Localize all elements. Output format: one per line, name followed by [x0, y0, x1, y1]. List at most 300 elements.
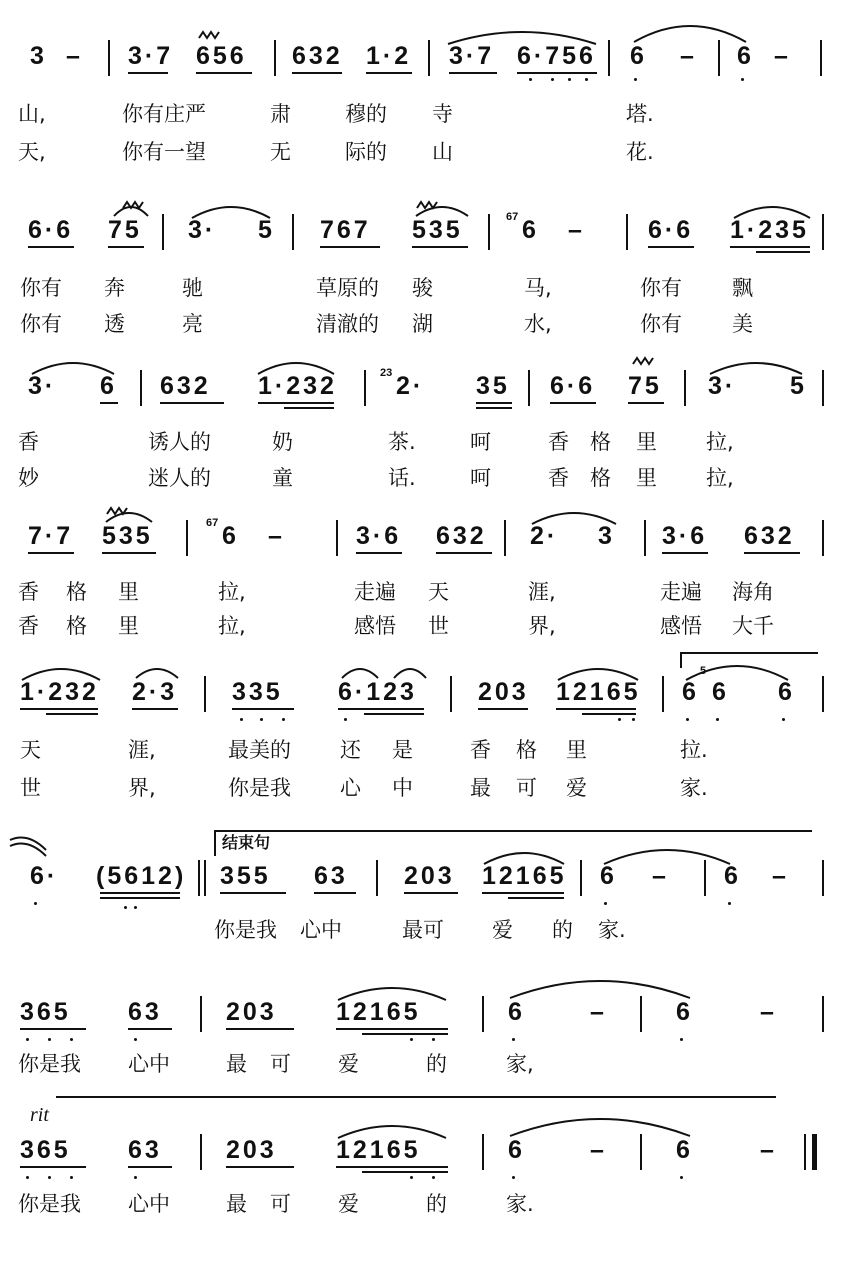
note-group: 1·2: [366, 42, 412, 70]
barline: [274, 40, 276, 76]
lyric: 花.: [626, 140, 654, 164]
barline: [488, 214, 490, 250]
note-group: 5: [790, 372, 807, 400]
barline: [644, 520, 646, 556]
underline: [20, 708, 98, 710]
underline: [132, 708, 178, 710]
lyric: 最: [470, 776, 491, 800]
lyric-line-2: [0, 610, 845, 640]
barline: [640, 1134, 642, 1170]
barline: [580, 860, 582, 896]
lyric: 茶.: [388, 430, 416, 454]
lyric: 拉,: [706, 430, 734, 454]
octave-dot: [512, 1176, 515, 1179]
note-group: 767: [320, 216, 371, 244]
note-group: –: [568, 216, 585, 244]
barline: [822, 996, 824, 1032]
curve-mark: [8, 834, 48, 858]
note-group: 63: [128, 1136, 162, 1164]
lyric: 奶: [272, 430, 293, 454]
note-group: 12165: [336, 1136, 421, 1164]
note-group: 3·: [28, 372, 57, 400]
lyric: 涯,: [128, 738, 156, 762]
note-group: 3: [30, 42, 47, 70]
underline: [478, 708, 528, 710]
lyric: 感悟: [354, 614, 396, 638]
lyric: 格: [590, 466, 611, 490]
slur: [530, 508, 618, 526]
octave-dot: [716, 718, 719, 721]
underline: [338, 708, 424, 710]
lyric: 海角: [732, 580, 774, 604]
lyric: 格: [516, 738, 537, 762]
slur: [482, 848, 566, 866]
lyric: 穆的: [345, 102, 387, 126]
lyric: 格: [66, 580, 87, 604]
lyric: 里: [118, 614, 139, 638]
barline: [292, 214, 294, 250]
note-group: 12165: [556, 678, 641, 706]
underline: [20, 1166, 86, 1168]
lyric: 世: [20, 776, 41, 800]
lyric: 草原的: [316, 276, 379, 300]
note-group: –: [652, 862, 669, 890]
underline: [582, 713, 636, 715]
mordent-sign: [632, 356, 654, 366]
note-group: 6: [778, 678, 795, 706]
lyric: 可: [270, 1192, 291, 1216]
slur: [340, 664, 380, 680]
underline: [220, 892, 286, 894]
octave-dot: [410, 1038, 413, 1041]
note-group: 365: [20, 998, 71, 1026]
note-group: 6: [676, 1136, 693, 1164]
lyric-line-2: [0, 462, 845, 492]
lyric: 香: [18, 430, 39, 454]
underline: [628, 402, 664, 404]
lyric: 涯,: [528, 580, 556, 604]
octave-dot: [568, 78, 571, 81]
mordent-sign: [416, 200, 438, 210]
mordent-sign: [106, 506, 128, 516]
underline: [108, 246, 144, 248]
lyric: 走遍: [354, 580, 396, 604]
octave-dot: [686, 718, 689, 721]
lyric: 还: [340, 738, 361, 762]
underline: [662, 552, 708, 554]
underline: [556, 708, 636, 710]
underline: [730, 246, 810, 248]
note-group: 2·3: [132, 678, 178, 706]
lyric: 心中: [128, 1192, 170, 1216]
underline: [102, 552, 156, 554]
underline: [517, 72, 597, 74]
octave-dot: [529, 78, 532, 81]
grace-notes: 23: [380, 367, 393, 379]
rit-extension-line: [56, 1096, 776, 1098]
lyric: 你有庄严: [122, 102, 206, 126]
underline: [648, 246, 694, 248]
lyric: 最: [226, 1052, 247, 1076]
lyric-line-1: [0, 98, 845, 128]
barline: [626, 214, 628, 250]
tie: [508, 974, 692, 1000]
barline: [204, 676, 206, 712]
underline: [160, 402, 224, 404]
lyric: 天: [428, 580, 449, 604]
note-group: 6: [508, 1136, 525, 1164]
lyric: 最美的: [228, 738, 291, 762]
notation-line: [0, 40, 845, 86]
octave-dot: [70, 1038, 73, 1041]
octave-dot: [728, 902, 731, 905]
mordent-sign: [198, 30, 220, 40]
note-group: 3·6: [356, 522, 402, 550]
note-group: 6: [508, 998, 525, 1026]
underline: [404, 892, 458, 894]
note-group: 1·235: [730, 216, 809, 244]
underline: [482, 892, 564, 894]
octave-dot: [680, 1038, 683, 1041]
barline: [186, 520, 188, 556]
lyric: 拉.: [680, 738, 708, 762]
lyric: 骏: [412, 276, 433, 300]
slur: [336, 1120, 448, 1140]
octave-dot: [48, 1038, 51, 1041]
tie: [508, 1112, 692, 1138]
lyric: 你是我: [228, 776, 291, 800]
note-group: 75: [108, 216, 142, 244]
note-group: 535: [412, 216, 463, 244]
underline: [226, 1028, 294, 1030]
octave-dot: [741, 78, 744, 81]
underline: [258, 402, 334, 404]
note-group: 6·123: [338, 678, 417, 706]
lyric-line-1: [0, 1188, 845, 1218]
underline: [476, 402, 512, 404]
octave-dot: [432, 1038, 435, 1041]
lyric: 感悟: [660, 614, 702, 638]
slur: [190, 202, 272, 220]
lyric: 家.: [506, 1192, 534, 1216]
notation-line: [0, 996, 845, 1042]
lyric: 可: [516, 776, 537, 800]
note-group: 6: [737, 42, 754, 70]
notation-line: [0, 860, 845, 906]
lyric: 大千: [732, 614, 774, 638]
barline: [718, 40, 720, 76]
lyric: 拉,: [706, 466, 734, 490]
barline: [428, 40, 430, 76]
barline: [820, 40, 822, 76]
notation-line: [0, 211, 845, 260]
note-group: 632: [436, 522, 487, 550]
lyric: 你有: [640, 276, 682, 300]
octave-dot: [134, 1176, 137, 1179]
slur: [256, 358, 336, 376]
lyric: 你有: [640, 312, 682, 336]
barline: [482, 996, 484, 1032]
barline: [528, 370, 530, 406]
note-group: 6: [222, 522, 239, 550]
final-barline-thick: [812, 1134, 817, 1170]
octave-dot: [26, 1038, 29, 1041]
lyric: 驰: [182, 276, 203, 300]
underline: [226, 1166, 294, 1168]
note-group: –: [760, 998, 777, 1026]
note-group: 6: [630, 42, 647, 70]
lyric: 里: [636, 430, 657, 454]
slur: [30, 358, 116, 376]
tie: [602, 844, 732, 866]
lyric: 里: [636, 466, 657, 490]
underline: [232, 708, 294, 710]
lyric: 香: [18, 614, 39, 638]
note-group: 6: [712, 678, 729, 706]
barline: [200, 1134, 202, 1170]
octave-dot: [551, 78, 554, 81]
slur: [20, 664, 102, 682]
barline: [450, 676, 452, 712]
barline: [204, 860, 206, 896]
octave-dot: [26, 1176, 29, 1179]
underline: [292, 72, 342, 74]
octave-dot: [124, 906, 127, 909]
note-group: 6: [600, 862, 617, 890]
grace-notes: 67: [206, 517, 219, 529]
underline: [100, 892, 180, 894]
lyric: 水,: [524, 312, 552, 336]
lyric: 是: [392, 738, 413, 762]
lyric: 可: [270, 1052, 291, 1076]
barline: [162, 214, 164, 250]
underline: [128, 1028, 172, 1030]
lyric: 香: [18, 580, 39, 604]
lyric: 格: [590, 430, 611, 454]
note-group: 63: [128, 998, 162, 1026]
lyric: 迷人的: [148, 466, 211, 490]
note-group: 2·: [530, 522, 559, 550]
slur: [446, 26, 598, 46]
note-group: 6: [100, 372, 117, 400]
lyric: 透: [104, 312, 125, 336]
lyric: 飘: [732, 276, 753, 300]
barline: [140, 370, 142, 406]
barline: [822, 676, 824, 712]
lyric: 的: [426, 1052, 447, 1076]
barline: [822, 860, 824, 896]
lyric: 寺: [432, 102, 453, 126]
underline: [362, 1171, 448, 1173]
lyric: 你是我: [18, 1052, 81, 1076]
barline: [198, 860, 200, 896]
underline: [756, 251, 810, 253]
underline: [100, 897, 180, 899]
note-group: 7·7: [28, 522, 74, 550]
note-group: 6: [522, 216, 539, 244]
barline: [608, 40, 610, 76]
note-group: 3: [598, 522, 615, 550]
note-group: 355: [220, 862, 271, 890]
slur: [392, 664, 428, 680]
lyric: 奔: [104, 276, 125, 300]
underline: [744, 552, 800, 554]
note-group: 75: [628, 372, 662, 400]
underline: [320, 246, 380, 248]
lyric: 香: [548, 430, 569, 454]
octave-dot: [632, 718, 635, 721]
notation-line: [0, 367, 845, 416]
note-group: 1·232: [20, 678, 99, 706]
octave-dot: [585, 78, 588, 81]
slur: [732, 202, 812, 220]
underline: [508, 897, 564, 899]
octave-dot: [282, 718, 285, 721]
lyric: 里: [566, 738, 587, 762]
note-group: 6·6: [648, 216, 694, 244]
notation-line: [0, 1134, 845, 1180]
octave-dot: [34, 902, 37, 905]
lyric-line-1: [0, 272, 845, 302]
note-group: –: [66, 42, 83, 70]
lyric: 你有: [20, 276, 62, 300]
lyric: 中: [392, 776, 413, 800]
lyric: 马,: [524, 276, 552, 300]
lyric: 香: [470, 738, 491, 762]
lyric: 家.: [680, 776, 708, 800]
underline: [476, 407, 512, 409]
octave-dot: [680, 1176, 683, 1179]
underline: [128, 72, 168, 74]
underline: [366, 72, 412, 74]
grace-notes: 67: [506, 211, 519, 223]
barline: [108, 40, 110, 76]
lyric-line-1: [0, 734, 845, 764]
lyric: 家.: [598, 918, 626, 942]
lyric: 亮: [182, 312, 203, 336]
note-group: 5: [258, 216, 275, 244]
lyric: 际的: [345, 140, 387, 164]
lyric: 心: [340, 776, 361, 800]
lyric: 话.: [388, 466, 416, 490]
barline: [200, 996, 202, 1032]
note-group: 365: [20, 1136, 71, 1164]
underline: [550, 402, 596, 404]
note-group: 35: [476, 372, 510, 400]
note-group: 3·: [188, 216, 217, 244]
lyric: 爱: [492, 918, 513, 942]
note-group: 6: [724, 862, 741, 890]
underline: [449, 72, 497, 74]
lyric: 里: [118, 580, 139, 604]
note-group: 203: [404, 862, 455, 890]
lyric: 天,: [18, 140, 46, 164]
note-group: –: [772, 862, 789, 890]
underline: [128, 1166, 172, 1168]
lyric: 心中: [300, 918, 342, 942]
note-group: 63: [314, 862, 348, 890]
grace-notes: 5: [700, 665, 707, 677]
note-group: –: [680, 42, 697, 70]
slur: [708, 358, 804, 376]
lyric-line-2: [0, 136, 845, 166]
octave-dot: [618, 718, 621, 721]
ending-marker: 结束句: [222, 833, 271, 852]
underline: [412, 246, 468, 248]
octave-dot: [410, 1176, 413, 1179]
lyric-line-1: [0, 914, 845, 944]
lyric: 无: [270, 140, 291, 164]
note-group: –: [268, 522, 285, 550]
lyric: 家,: [506, 1052, 534, 1076]
lyric: 格: [66, 614, 87, 638]
lyric: 走遍: [660, 580, 702, 604]
lyric: 香: [548, 466, 569, 490]
underline: [356, 552, 402, 554]
barline: [684, 370, 686, 406]
octave-dot: [260, 718, 263, 721]
lyric-line-2: [0, 772, 845, 802]
lyric: 天: [20, 738, 41, 762]
lyric: 界,: [528, 614, 556, 638]
note-group: 6: [682, 678, 699, 706]
lyric-line-1: [0, 576, 845, 606]
underline: [364, 713, 424, 715]
note-group: 12165: [482, 862, 567, 890]
lyric: 你是我: [214, 918, 277, 942]
mordent-sign: [122, 200, 144, 210]
barline: [822, 370, 824, 406]
rit-marking: rit: [30, 1104, 49, 1126]
underline: [436, 552, 492, 554]
barline: [376, 860, 378, 896]
note-group: 6·: [30, 862, 59, 890]
lyric: 你是我: [18, 1192, 81, 1216]
underline: [336, 1028, 448, 1030]
octave-dot: [782, 718, 785, 721]
barline: [504, 520, 506, 556]
lyric: 爱: [566, 776, 587, 800]
lyric: 爱: [338, 1192, 359, 1216]
lyric: 的: [552, 918, 573, 942]
octave-dot: [344, 718, 347, 721]
slur: [134, 664, 180, 680]
note-group: 6·756: [517, 42, 596, 70]
note-group: 203: [226, 1136, 277, 1164]
note-group: 6·6: [550, 372, 596, 400]
barline: [482, 1134, 484, 1170]
note-group: 203: [478, 678, 529, 706]
note-group: 632: [292, 42, 343, 70]
octave-dot: [240, 718, 243, 721]
lyric: 妙: [18, 466, 39, 490]
underline: [336, 1166, 448, 1168]
lyric: 湖: [412, 312, 433, 336]
underline: [196, 72, 252, 74]
volta-bracket: [680, 652, 818, 668]
note-group: 6·6: [28, 216, 74, 244]
lyric: 的: [426, 1192, 447, 1216]
underline: [100, 402, 118, 404]
note-group: 12165: [336, 998, 421, 1026]
lyric-line-1: [0, 1048, 845, 1078]
barline: [822, 520, 824, 556]
lyric: 最可: [402, 918, 444, 942]
lyric: 美: [732, 312, 753, 336]
notation-line: [0, 517, 845, 566]
lyric: 塔.: [626, 102, 654, 126]
underline: [362, 1033, 448, 1035]
